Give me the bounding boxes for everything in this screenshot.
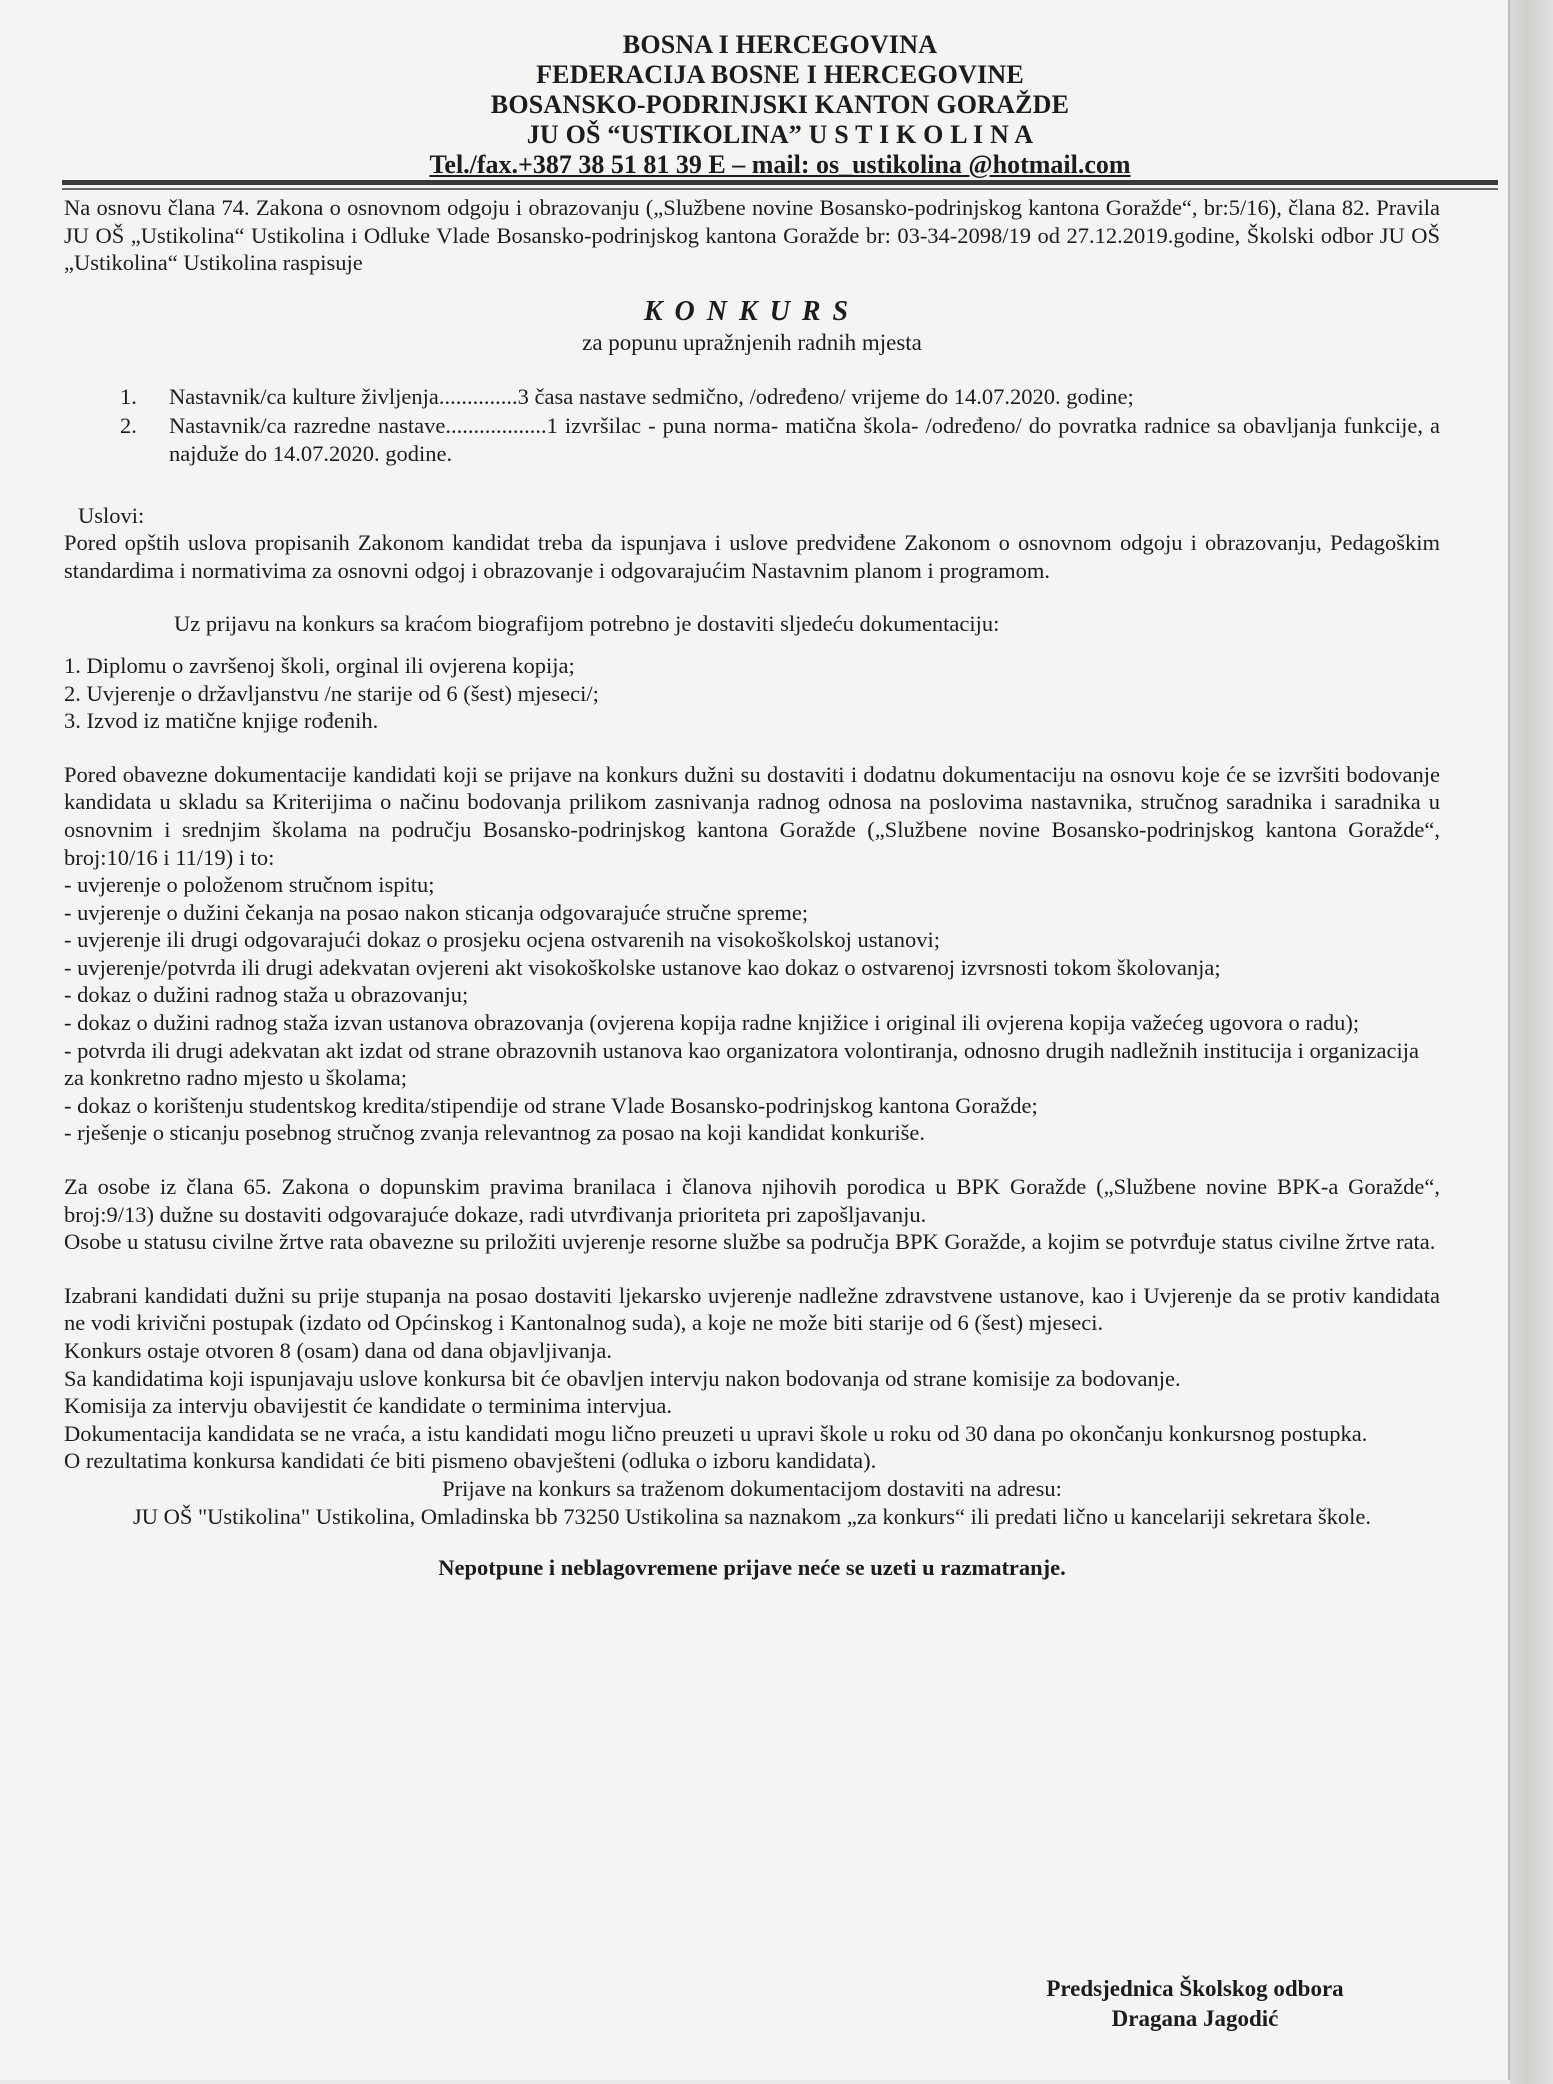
notice-text: Nepotpune i neblagovremene prijave neće se uzeti u razmatranje. [438, 1555, 1066, 1581]
position-item [64, 383, 1440, 411]
list-item: 3. Izvod iz matične knjige rođenih. [64, 708, 379, 734]
position-text: Nastavnik/ca kulture življenja..............3 časa nastave sedmično, /određeno/ vrijeme do 14.07.2020. godine; [169, 383, 1134, 409]
list-item: - potvrda ili drugi adekvatan akt izdat od strane obrazovnih ustanova kao organizatora volontiranja, odnosno drugih nadležnih institucija i organizacija za konkretno radno mjesto u školama; [64, 1037, 1420, 1091]
list-item: - dokaz o dužini radnog staža u obrazovanju; [64, 982, 469, 1008]
signature-role: Predsjednica Školskog odbora [1046, 1976, 1344, 2001]
letterhead-federation: FEDERACIJA BOSNE I HERCEGOVINE [536, 60, 1024, 89]
positions-list [64, 383, 1440, 468]
list-item: - uvjerenje o dužini čekanja na posao nakon sticanja odgovarajuće stručne spreme; [64, 899, 809, 925]
address-text: JU OŠ "Ustikolina" Ustikolina, Omladinska bb 73250 Ustikolina sa naznakom „za konkurs“ ili predati lično u kancelariji sekretara škole. [132, 1503, 1372, 1529]
final-paragraph: Komisija za intervju obavijestit će kandidate o terminima intervjua. [64, 1393, 672, 1419]
conditions-text: Pored opštih uslova propisanih Zakonom kandidat treba da ispunjava i uslove predviđene Zakonom o osnovnom odgoju i obrazovanju, Pedagoškim standardima i normativima za osnovni odgoj i obrazovanje i odgovarajućim Nastavnim planom i programom. [64, 530, 1440, 583]
list-item: - rješenje o sticanju posebnog stručnog zvanja relevantnog za posao na koji kandidat konkuriše. [64, 1120, 925, 1146]
final-paragraph: Konkurs ostaje otvoren 8 (osam) dana od dana objavljivanja. [64, 1338, 612, 1363]
final-paragraph: Izabrani kandidati dužni su prije stupanja na posao dostaviti ljekarsko uvjerenje nadležne zdravstvene ustanove, kao i Uvjerenje da se protiv kandidata ne vodi krivični postupak (izdato od Općinskog i Kantonalnog suda), a koje ne može biti starije od 6 (šest) mjeseci. [64, 1282, 1440, 1336]
list-item: - uvjerenje o položenom stručnom ispitu; [64, 872, 435, 898]
intro-paragraph: Na osnovu člana 74. Zakona o osnovnom odgoju i obrazovanju („Službene novine Bosansko-podrinjskog kantona Goražde“, br:5/16), člana 82. Pravila JU OŠ „Ustikolina“ Ustikolina i Odluke Vlade Bosansko-podrinjskog kantona Goražde br: 03-34-2098/19 od 27.12.2019.godine, Školski odbor JU OŠ „Ustikolina“ Ustikolina raspisuje [64, 195, 1440, 276]
scan-edge [1510, 0, 1553, 2084]
header-rule-thick [62, 180, 1498, 185]
conditions-label: Uslovi: [78, 502, 145, 528]
additional-docs-intro: Pored obavezne dokumentacije kandidati koji se prijave na konkurs dužni su dostaviti i dodatnu dokumentaciju na osnovu koje će se izvršiti bodovanje kandidata u skladu sa Kriterijima o načinu bodovanja prilikom zasnivanja radnog odnosa na poslovima nastavnika, stručnog saradnika i saradnika u osnovnim i srednjim školama na području Bosansko-podrinjskog kantona Goražde („Službene novine Bosansko-podrinjskog kantona Goražde“, broj:10/16 i 11/19) i to: [64, 761, 1440, 870]
documents-intro: Uz prijavu na konkurs sa kraćom biografijom potrebno je dostaviti sljedeću dokumentaciju: [174, 611, 1000, 637]
final-paragraph: Dokumentacija kandidata se ne vraća, a istu kandidati mogu lično preuzeti u upravi škole u roku od 30 dana po okončanju konkursnog postupka. [64, 1420, 1368, 1446]
signature-name: Dragana Jagodić [1111, 2006, 1279, 2031]
list-item: - uvjerenje/potvrda ili drugi adekvatan ovjereni akt visokoškolske ustanove kao dokaz o ostvarenoj izvrsnosti tokom školovanja; [64, 954, 1221, 980]
letterhead-school: JU OŠ “USTIKOLINA” U S T I K O L I N A [526, 120, 1034, 149]
position-item [64, 412, 1440, 467]
position-text: Nastavnik/ca razredne nastave..................1 izvršilac - puna norma- matična škola- /određeno/ do povratka radnice sa obavljanja funkcije, a najduže do 14.07.2020. godine. [169, 413, 1440, 466]
final-paragraph: Sa kandidatima koji ispunjavaju uslove konkursa bit će obavljen intervju nakon bodovanja od strane komisije za bodovanje. [64, 1365, 1181, 1391]
list-item: - dokaz o dužini radnog staža izvan ustanova obrazovanja (ovjerena kopija radne knjižice i original ili ovjerena kopija važećeg ugovora o radu); [64, 1010, 1360, 1036]
list-item: - dokaz o korištenju studentskog kredita/stipendije od strane Vlade Bosansko-podrinjskog kantona Goražde; [64, 1092, 1038, 1118]
veterans-paragraph: Za osobe iz člana 65. Zakona o dopunskim pravima branilaca i članova njihovih porodica u BPK Goražde („Službene novine BPK-a Goražde“, broj:9/13) dužne su dostaviti odgovarajuće dokaze, radi utvrđivanja prioriteta pri zapošljavanju. [64, 1174, 1440, 1227]
document-body [64, 194, 1440, 1582]
letterhead-country: BOSNA I HERCEGOVINA [622, 30, 938, 59]
list-item: 1. Diplomu o završenoj školi, orginal ili ovjerena kopija; [64, 652, 575, 678]
documents-list [64, 652, 1440, 735]
position-number: 2. [120, 413, 137, 439]
header-rule-thin [62, 188, 1498, 190]
final-paragraph: O rezultatima konkursa kandidati će biti pismeno obavješteni (odluka o izboru kandidata). [64, 1448, 877, 1474]
victims-paragraph: Osobe u statusu civilne žrtve rata obavezne su priložiti uvjerenje resorne službe sa područja BPK Goražde, a kojim se potvrđuje status civilne žrtve rata. [64, 1229, 1436, 1255]
list-item: 2. Uvjerenje o državljanstvu /ne starije od 6 (šest) mjeseci/; [64, 680, 599, 706]
letterhead [60, 30, 1500, 180]
letterhead-canton: BOSANSKO-PODRINJSKI KANTON GORAŽDE [490, 90, 1070, 119]
document-subtitle: za popunu upražnjenih radnih mjesta [582, 329, 922, 355]
signature-block [995, 1974, 1395, 2034]
document-title: KONKURS [643, 295, 861, 327]
additional-docs-list [64, 871, 1440, 1147]
address-intro: Prijave na konkurs sa traženom dokumentacijom dostaviti na adresu: [442, 1475, 1062, 1501]
position-number: 1. [120, 383, 137, 409]
letterhead-contact: Tel./fax.+387 38 51 81 39 E – mail: os_ustikolina @hotmail.com [429, 150, 1131, 179]
list-item: - uvjerenje ili drugi odgovarajući dokaz o prosjeku ocjena ostvarenih na visokoškolskoj ustanovi; [64, 927, 941, 953]
